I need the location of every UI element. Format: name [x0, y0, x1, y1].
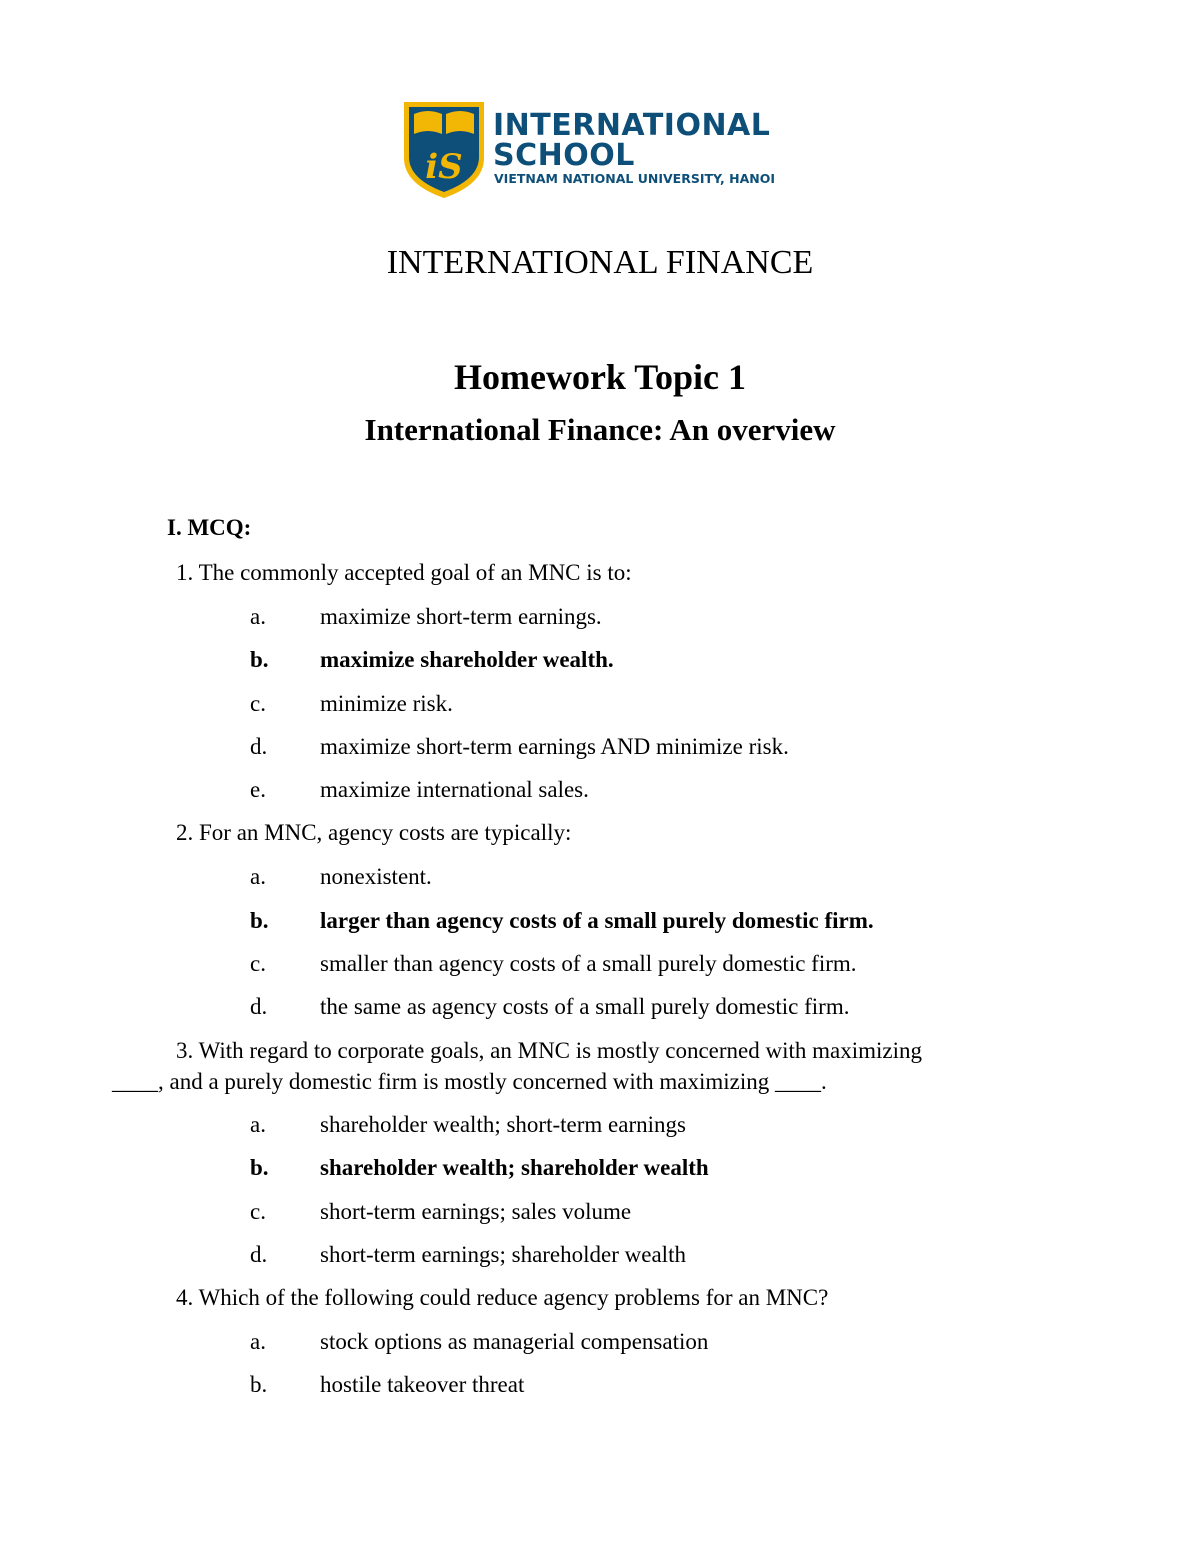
option-text: shareholder wealth; shareholder wealth — [320, 1155, 709, 1180]
option-text: maximize short-term earnings. — [320, 604, 602, 629]
option-text: the same as agency costs of a small purely domestic firm. — [320, 994, 850, 1019]
option-text: smaller than agency costs of a small purely domestic firm. — [320, 951, 857, 976]
option-letter: a. — [250, 1112, 266, 1137]
option-text: short-term earnings; sales volume — [320, 1199, 632, 1224]
logo-initials: iS — [425, 147, 463, 187]
option-letter: c. — [250, 691, 266, 716]
logo-text-line1: INTERNATIONAL — [493, 108, 771, 143]
option-text: maximize short-term earnings AND minimize risk. — [320, 734, 789, 759]
course-title: INTERNATIONAL FINANCE — [386, 244, 814, 281]
question-text: 1. The commonly accepted goal of an MNC is to: — [176, 560, 632, 585]
option-letter: a. — [250, 604, 266, 629]
option-text: maximize international sales. — [320, 777, 589, 802]
option-letter: b. — [250, 1155, 269, 1180]
option-text: stock options as managerial compensation — [320, 1329, 709, 1354]
homework-subtitle: International Finance: An overview — [364, 412, 836, 447]
question-text: 3. With regard to corporate goals, an MNC is mostly concerned with maximizing — [176, 1038, 922, 1063]
option-text: larger than agency costs of a small purely domestic firm. — [320, 908, 874, 933]
option-letter: c. — [250, 951, 266, 976]
option-letter: d. — [250, 734, 268, 759]
option-letter: a. — [250, 1329, 266, 1354]
logo-text-line2: SCHOOL — [493, 138, 635, 173]
section-heading: I. MCQ: — [167, 515, 252, 540]
school-logo — [402, 100, 802, 210]
option-text: hostile takeover threat — [320, 1372, 525, 1397]
question-text: 4. Which of the following could reduce agency problems for an MNC? — [176, 1285, 829, 1310]
option-text: nonexistent. — [320, 864, 432, 889]
option-letter: b. — [250, 908, 269, 933]
school-shield-icon — [402, 100, 486, 200]
option-letter: b. — [250, 647, 269, 672]
homework-title: Homework Topic 1 — [453, 357, 747, 397]
option-text: maximize shareholder wealth. — [320, 647, 614, 672]
option-text: minimize risk. — [320, 691, 453, 716]
option-letter: d. — [250, 1242, 268, 1267]
logo-text-line3: VIETNAM NATIONAL UNIVERSITY, HANOI — [494, 171, 775, 186]
option-letter: e. — [250, 777, 266, 802]
question-text: 2. For an MNC, agency costs are typically: — [176, 820, 572, 845]
option-letter: a. — [250, 864, 266, 889]
question-text-continued: ____, and a purely domestic firm is mostly concerned with maximizing ____. — [112, 1069, 827, 1094]
option-letter: c. — [250, 1199, 266, 1224]
option-letter: d. — [250, 994, 268, 1019]
option-text: short-term earnings; shareholder wealth — [320, 1242, 686, 1267]
option-text: shareholder wealth; short-term earnings — [320, 1112, 686, 1137]
option-letter: b. — [250, 1372, 268, 1397]
